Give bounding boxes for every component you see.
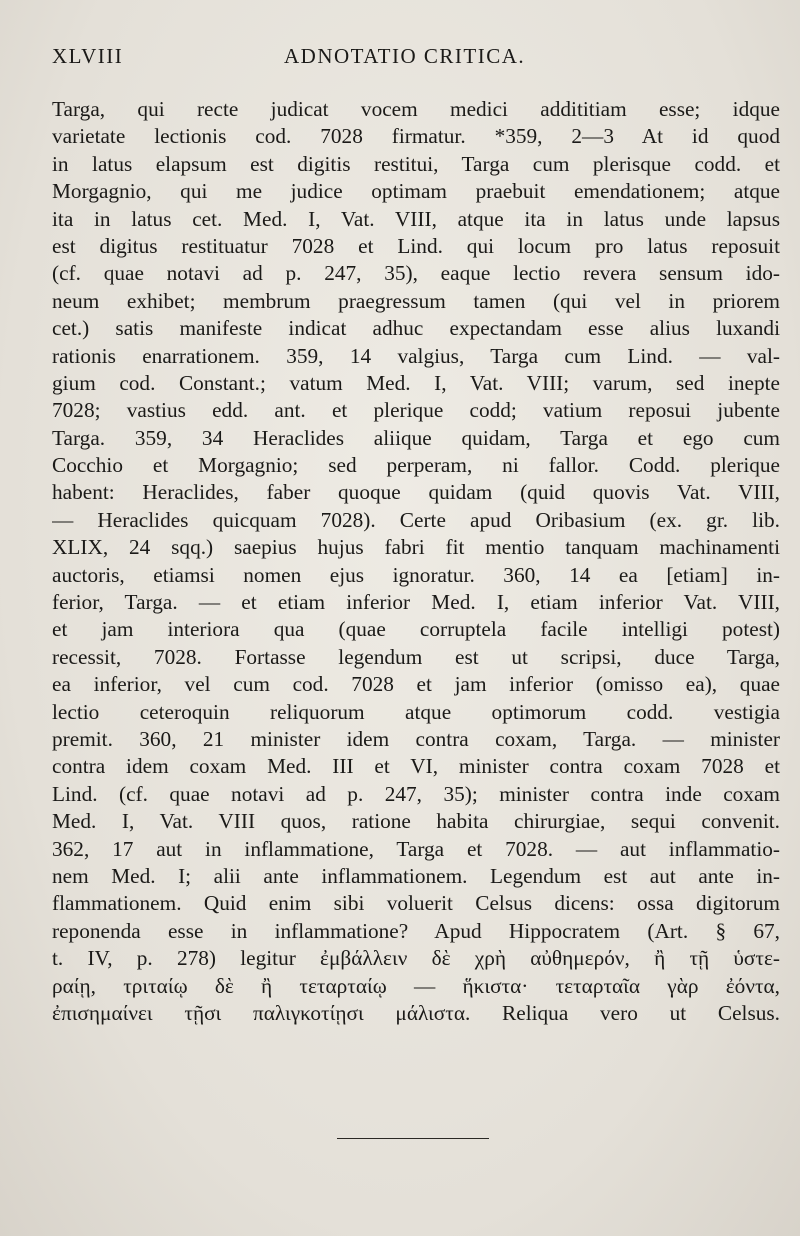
page-header: [52, 44, 778, 78]
text-line: auctoris, etiamsi nomen ejus ignoratur. 360, 14 ea [etiam] in-: [52, 562, 780, 587]
text-line: nem Med. I; alii ante inflammationem. Legendum est aut ante in-: [52, 863, 780, 888]
text-line: flammationem. Quid enim sibi voluerit Celsus dicens: ossa digitorum: [52, 891, 780, 916]
text-line: Cocchio et Morgagnio; sed perperam, ni fallor. Codd. plerique: [52, 453, 780, 478]
text-line: premit. 360, 21 minister idem contra coxam, Targa. — minister: [52, 726, 780, 751]
text-line: ea inferior, vel cum cod. 7028 et jam inferior (omisso ea), quae: [52, 672, 780, 697]
body-text: [52, 96, 780, 1027]
text-line: lectio ceteroquin reliquorum atque optimorum codd. vestigia: [52, 699, 780, 724]
text-line: est digitus restituatur 7028 et Lind. qui locum pro latus reposuit: [52, 233, 780, 258]
text-line: XLIX, 24 sqq.) saepius hujus fabri fit mentio tanquam machinamenti: [52, 535, 780, 560]
text-line: Targa, qui recte judicat vocem medici addititiam esse; idque: [52, 97, 780, 121]
page-number: XLVIII: [52, 44, 124, 68]
text-line: ferior, Targa. — et etiam inferior Med. I, etiam inferior Vat. VIII,: [52, 590, 780, 615]
text-line: 7028; vastius edd. ant. et plerique codd; vatium reposui jubente: [52, 398, 780, 423]
text-line: recessit, 7028. Fortasse legendum est ut scripsi, duce Targa,: [52, 644, 780, 669]
text-line: habent: Heraclides, faber quoque quidam (quid quovis Vat. VIII,: [52, 480, 780, 505]
text-line: neum exhibet; membrum praegressum tamen (qui vel in priorem: [52, 288, 780, 313]
running-title: ADNOTATIO CRITICA.: [284, 44, 526, 68]
text-line: et jam interiora qua (quae corruptela facile intelligi potest): [52, 617, 780, 642]
text-line: ἐπισημαίνει τῇσι παλιγκοτίῃσι μάλιστα. Reliqua vero ut Celsus.: [52, 1000, 780, 1025]
text-line: Morgagnio, qui me judice optimam praebuit emendationem; atque: [52, 179, 780, 204]
text-line: in latus elapsum est digitis restitui, Targa cum plerisque codd. et: [52, 151, 780, 176]
text-line: cet.) satis manifeste indicat adhuc expectandam esse alius luxandi: [52, 316, 780, 341]
text-line: gium cod. Constant.; vatum Med. I, Vat. VIII; varum, sed inepte: [52, 370, 780, 395]
text-line: ραίῃ, τριταίῳ δὲ ἢ τεταρταίῳ — ἥκιστα· τεταρταῖα γὰρ ἐόντα,: [52, 973, 780, 998]
text-line: 362, 17 aut in inflammatione, Targa et 7028. — aut inflammatio-: [52, 836, 780, 861]
text-line: Targa. 359, 34 Heraclides aliique quidam, Targa et ego cum: [52, 425, 780, 450]
text-line: (cf. quae notavi ad p. 247, 35), eaque lectio revera sensum ido-: [52, 261, 780, 286]
text-line: — Heraclides quicquam 7028). Certe apud Oribasium (ex. gr. lib.: [52, 507, 780, 532]
text-line: Med. I, Vat. VIII quos, ratione habita chirurgiae, sequi convenit.: [52, 809, 780, 834]
text-line: ita in latus cet. Med. I, Vat. VIII, atque ita in latus unde lapsus: [52, 206, 780, 231]
text-line: Lind. (cf. quae notavi ad p. 247, 35); minister contra inde coxam: [52, 781, 780, 806]
text-line: varietate lectionis cod. 7028 firmatur. *359, 2—3 At id quod: [52, 124, 780, 149]
text-line: t. IV, p. 278) legitur ἐμβάλλειν δὲ χρὴ αὐθημερόν, ἢ τῇ ὑστε-: [52, 946, 780, 971]
text-line: contra idem coxam Med. III et VI, minister contra coxam 7028 et: [52, 754, 780, 779]
text-line: rationis enarrationem. 359, 14 valgius, Targa cum Lind. — val-: [52, 343, 780, 368]
text-line: reponenda esse in inflammatione? Apud Hippocratem (Art. § 67,: [52, 918, 780, 943]
footnote-rule: [337, 1138, 489, 1139]
